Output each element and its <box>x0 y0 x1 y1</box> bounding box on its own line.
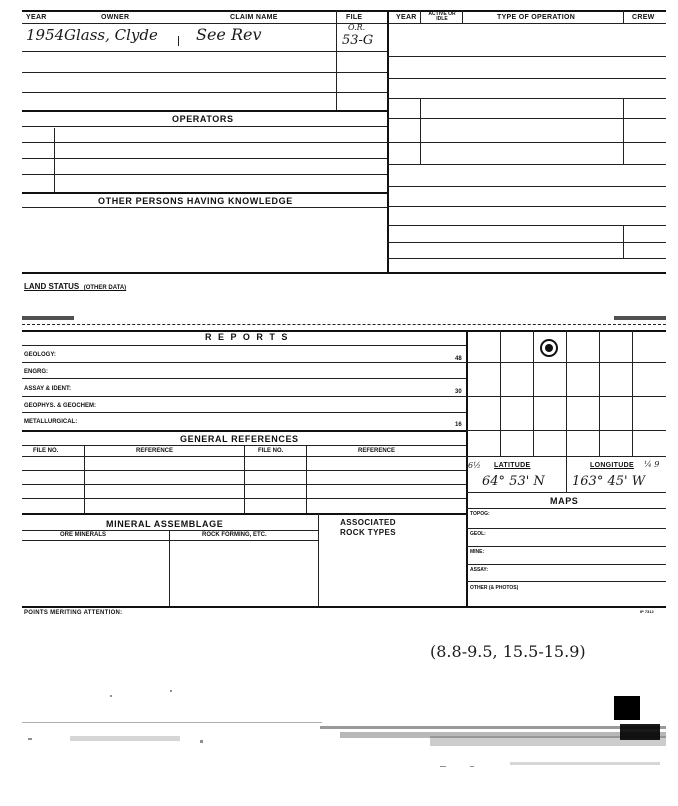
header-file: FILE <box>346 14 363 21</box>
owner-bottom-line <box>22 110 387 112</box>
reports-row-line <box>22 396 466 397</box>
references-col-divider <box>84 445 85 513</box>
col-divider-year2 <box>420 10 421 24</box>
reports-title: R E P O R T S <box>205 332 290 342</box>
operators-bottom-line <box>22 192 387 194</box>
ref-reference-right: REFERENCE <box>358 448 396 454</box>
latitude-value: 64° 53' N <box>482 474 545 489</box>
operation-row-line <box>387 258 666 259</box>
operation-year-divider <box>420 98 421 164</box>
report-engrg: ENGRG: <box>24 369 48 375</box>
latitude-prefix: 6½ <box>468 461 481 470</box>
grid-line <box>566 330 567 456</box>
report-geophys: GEOPHYS. & GEOCHEM: <box>24 403 97 409</box>
form-code: IP 7312 <box>640 609 654 614</box>
report-geology: GEOLOGY: <box>24 352 56 358</box>
scan-line <box>22 722 322 723</box>
operation-row-line <box>387 98 666 99</box>
land-status-title: LAND STATUS <box>24 282 80 291</box>
operation-row-line <box>387 242 666 243</box>
operation-row-line <box>387 56 666 57</box>
owner-row-line <box>22 92 387 93</box>
scan-dashed-line <box>22 324 666 325</box>
report-number: 30 <box>455 389 462 395</box>
operation-row-line <box>387 206 666 207</box>
owner-divider-mark <box>178 36 179 46</box>
operators-row-line <box>22 142 387 143</box>
ref-file-no-right: FILE NO. <box>258 448 284 454</box>
owner-row-line <box>22 51 387 52</box>
operators-underline <box>22 126 387 127</box>
general-references-title: GENERAL REFERENCES <box>180 434 299 444</box>
lower-section-bottom <box>22 606 666 608</box>
scan-speck <box>170 690 172 692</box>
operators-title: OPERATORS <box>172 114 234 124</box>
reports-top-border <box>22 330 666 332</box>
report-number: 16 <box>455 422 462 428</box>
header-active-idle: ACTIVE OR IDLE <box>428 11 456 22</box>
scan-speck <box>200 740 203 743</box>
longitude-value: 163° 45' W <box>572 474 646 489</box>
grid-line <box>599 330 600 456</box>
operation-crew-divider <box>623 225 624 258</box>
operation-row-line <box>387 142 666 143</box>
references-col-divider <box>244 445 245 513</box>
operation-crew-divider <box>623 98 624 164</box>
col-divider-crew <box>623 10 624 24</box>
scan-band <box>70 736 180 741</box>
reports-bottom-line <box>22 430 466 432</box>
report-metallurgical: METALLURGICAL: <box>24 419 78 425</box>
header-year-right: YEAR <box>396 14 417 21</box>
scan-smudge <box>22 316 74 320</box>
rock-types-divider <box>318 513 319 606</box>
mineral-underline <box>22 530 318 531</box>
maps-title: MAPS <box>550 496 579 506</box>
scan-speck <box>440 766 446 767</box>
lat-long-divider <box>566 456 567 492</box>
other-persons-title: OTHER PERSONS HAVING KNOWLEDGE <box>98 196 293 206</box>
header-type-of-operation: TYPE OF OPERATION <box>497 14 576 21</box>
ore-minerals-label: ORE MINERALS <box>60 532 107 538</box>
col-divider-main <box>387 10 389 272</box>
header-claim-name: CLAIM NAME <box>230 14 278 21</box>
land-status-subtitle: (OTHER DATA) <box>83 285 127 291</box>
handwritten-note: (8.8-9.5, 15.5-15.9) <box>430 642 586 661</box>
location-target-icon <box>540 339 558 357</box>
upper-section-bottom <box>22 272 666 274</box>
entry-file-top: O.R. <box>348 23 366 32</box>
owner-row-line <box>22 72 387 73</box>
scan-noise-area <box>0 690 678 790</box>
maps-row-line <box>466 581 666 582</box>
reports-row-line <box>22 362 466 363</box>
scan-speck <box>28 738 32 740</box>
latitude-label: LATITUDE <box>494 462 531 469</box>
longitude-suffix: ¼ 9 <box>644 460 660 469</box>
maps-row-line <box>466 546 666 547</box>
mineral-col-divider <box>169 530 170 606</box>
scan-speck <box>470 766 474 767</box>
entry-claim-name: See Rev <box>196 25 262 44</box>
header-owner: OWNER <box>101 14 130 21</box>
operators-row-line <box>22 174 387 175</box>
rock-forming-label: ROCK FORMING, ETC. <box>202 532 267 538</box>
other-persons-underline <box>22 207 387 208</box>
points-meriting-label: POINTS MERITING ATTENTION: <box>24 610 123 616</box>
maps-underline <box>466 508 666 509</box>
col-divider-file <box>336 10 337 110</box>
land-status-label <box>24 276 126 294</box>
top-border <box>22 10 666 12</box>
header-crew: CREW <box>632 14 655 21</box>
maps-other: OTHER (& PHOTOS) <box>470 585 519 591</box>
operation-row-line <box>387 186 666 187</box>
references-col-divider <box>306 445 307 513</box>
operation-row-line <box>387 118 666 119</box>
scan-line <box>320 726 666 729</box>
ref-reference-left: REFERENCE <box>136 448 174 454</box>
entry-owner: Glass, Clyde <box>64 26 158 44</box>
operation-row-line <box>387 164 666 165</box>
maps-mine: MINE: <box>470 549 485 555</box>
col-divider-active <box>462 10 463 24</box>
operation-row-line <box>387 78 666 79</box>
mineral-assemblage-title: MINERAL ASSEMBLAGE <box>106 519 224 529</box>
associated-rock-types-title: ASSOCIATED ROCK TYPES <box>340 518 397 537</box>
scan-smudge <box>614 316 666 320</box>
maps-row-line <box>466 528 666 529</box>
longitude-label: LONGITUDE <box>590 462 634 469</box>
references-bottom-line <box>22 513 466 515</box>
reports-row-line <box>22 412 466 413</box>
coords-bottom-line <box>466 492 666 493</box>
reports-row-line <box>22 345 466 346</box>
scan-black-block <box>620 724 660 740</box>
reports-row-line <box>22 378 466 379</box>
maps-assay: ASSAY: <box>470 567 489 573</box>
report-assay: ASSAY & IDENT: <box>24 386 72 392</box>
grid-line <box>632 330 633 456</box>
entry-file: 53-G <box>342 33 374 48</box>
location-target-dot <box>545 344 553 352</box>
scan-black-block <box>614 696 640 720</box>
operators-row-line <box>22 158 387 159</box>
header-underline <box>22 23 666 24</box>
maps-topog: TOPOG: <box>470 511 490 517</box>
grid-line <box>533 330 534 456</box>
grid-line <box>500 330 501 456</box>
entry-year: 1954 <box>26 26 65 44</box>
mineral-header-line <box>22 540 318 541</box>
scan-speck <box>110 695 112 697</box>
maps-row-line <box>466 564 666 565</box>
operators-col-divider <box>54 128 55 192</box>
header-year: YEAR <box>26 14 47 21</box>
maps-geol: GEOL: <box>470 531 486 537</box>
ref-file-no-left: FILE NO. <box>33 448 59 454</box>
scan-band <box>510 762 660 765</box>
operation-row-line <box>387 225 666 226</box>
report-number: 48 <box>455 356 462 362</box>
